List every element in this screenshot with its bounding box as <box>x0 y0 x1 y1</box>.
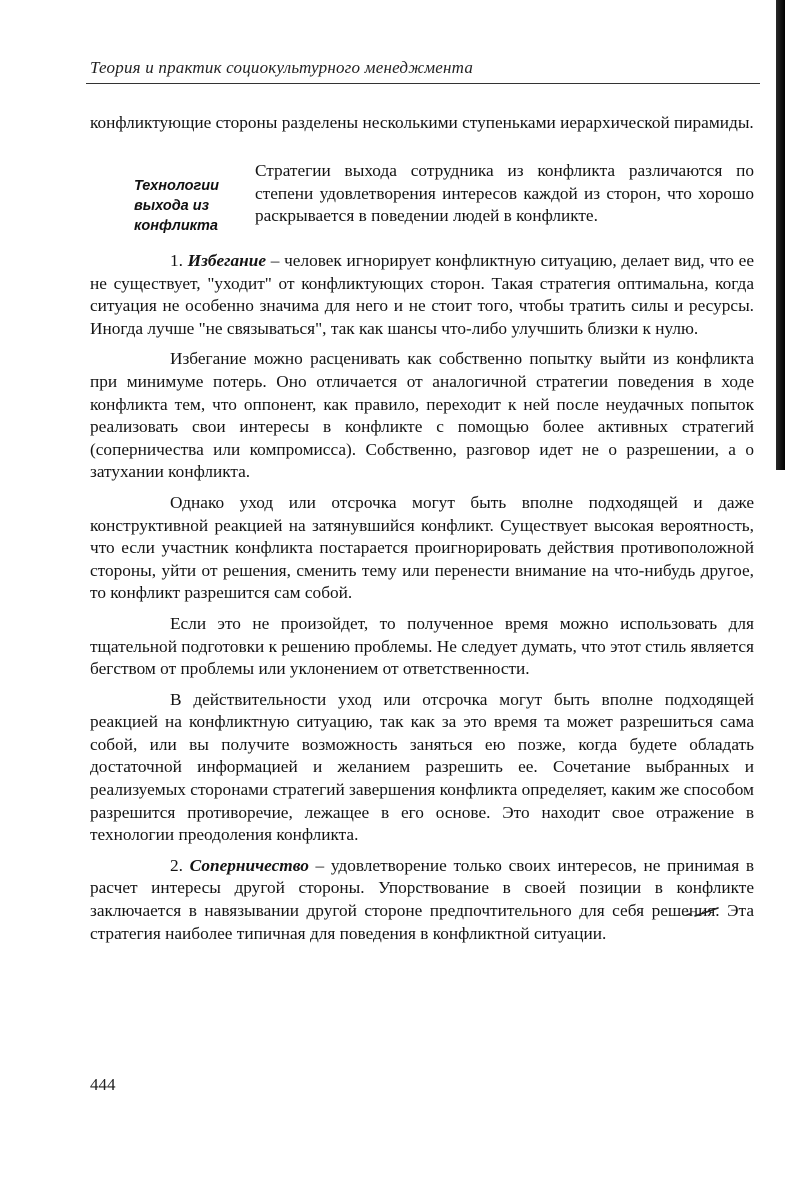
header-rule <box>86 83 760 84</box>
item-rivalry-number: 2. <box>170 855 183 875</box>
item-rivalry-term: Соперничество <box>189 855 309 875</box>
main-text <box>90 250 754 945</box>
pencil-mark <box>685 906 721 918</box>
item-avoidance <box>90 250 754 340</box>
intro-text: конфликтующие стороны разделены несколькими ступеньками иерархической пирамиды. <box>90 113 754 132</box>
scan-edge-bar <box>776 0 785 470</box>
margin-heading <box>134 176 254 236</box>
strategies-intro-block <box>255 160 754 228</box>
paragraph-1: Избегание можно расценивать как собственно попытку выйти из конфликта при минимуме потерь. Оно отличается от аналогичной стратегии поведения в ходе конфликта тем, что оппонент, как правило, переходит к ней после неудачных попыток реализовать свои интересы в конфликте с помощью более активных стратегий (соперничества или компромисса). Собственно, разговор идет не о разрешении, а о затухании конфликта. <box>90 349 754 482</box>
margin-heading-line-3: конфликта <box>134 218 218 234</box>
item-rivalry-text: – удовлетворение только своих интересов, не принимая в расчет интересы другой стороны. Упорствование в своей позиции в конфликте заключается в навязывании другой стороне предпочтительного для себя решения. Эта стратегия наиболее типичная для поведения в конфликтной ситуации. <box>90 855 754 943</box>
item-avoidance-text: – человек игнорирует конфликтную ситуацию, делает вид, что ее не существует, "уходит" от конфликтующих сторон. Такая стратегия оптимальна, когда ситуация не особенно значима для него и не стоит того, чтобы тратить силы и ресурсы. Иногда лучше "не связываться", так как шансы что-либо улучшить близки к нулю. <box>90 251 754 338</box>
paragraph-4: В действительности уход или отсрочка могут быть вполне подходящей реакцией на конфликтную ситуацию, так как за это время та может разрешиться сама собой, или вы получите возможность заняться ею позже, когда будете обладать достаточной информацией и желанием разрешить ее. Сочетание выбранных и реализуемых сторонами стратегий завершения конфликта определяет, каким же способом разрешится противоречие, лежащее в его основе. Это находит свое отражение в технологии преодоления конфликта. <box>90 689 754 845</box>
paragraph-3: Если это не произойдет, то полученное время можно использовать для тщательной подготовки к решению проблемы. Не следует думать, что этот стиль является бегством от проблемы или уклонением от ответственности. <box>90 613 754 679</box>
paragraph-2: Однако уход или отсрочка могут быть вполне подходящей и даже конструктивной реакцией на затянувшийся конфликт. Существует высокая вероятность, что если участник конфликта постарается проигнорировать действия противоположной стороны, уйти от решения, сменить тему или перенести внимание на что-нибудь другое, то конфликт разрешится сам собой. <box>90 492 754 603</box>
running-head: Теория и практик социокультурного менеджмента <box>90 58 474 77</box>
item-rivalry <box>90 855 754 945</box>
margin-heading-line-2: выхода из <box>134 198 210 214</box>
margin-heading-line-1: Технологии <box>134 178 219 194</box>
page-number: 444 <box>90 1075 116 1094</box>
item-avoidance-number: 1. <box>170 251 183 270</box>
strategies-intro-text: Стратегии выхода сотрудника из конфликта различаются по степени удовлетворения интересов каждой из сторон, что хорошо раскрывается в поведении людей в конфликте. <box>255 161 754 226</box>
item-avoidance-term: Избегание <box>187 251 267 270</box>
intro-paragraph <box>90 112 754 135</box>
